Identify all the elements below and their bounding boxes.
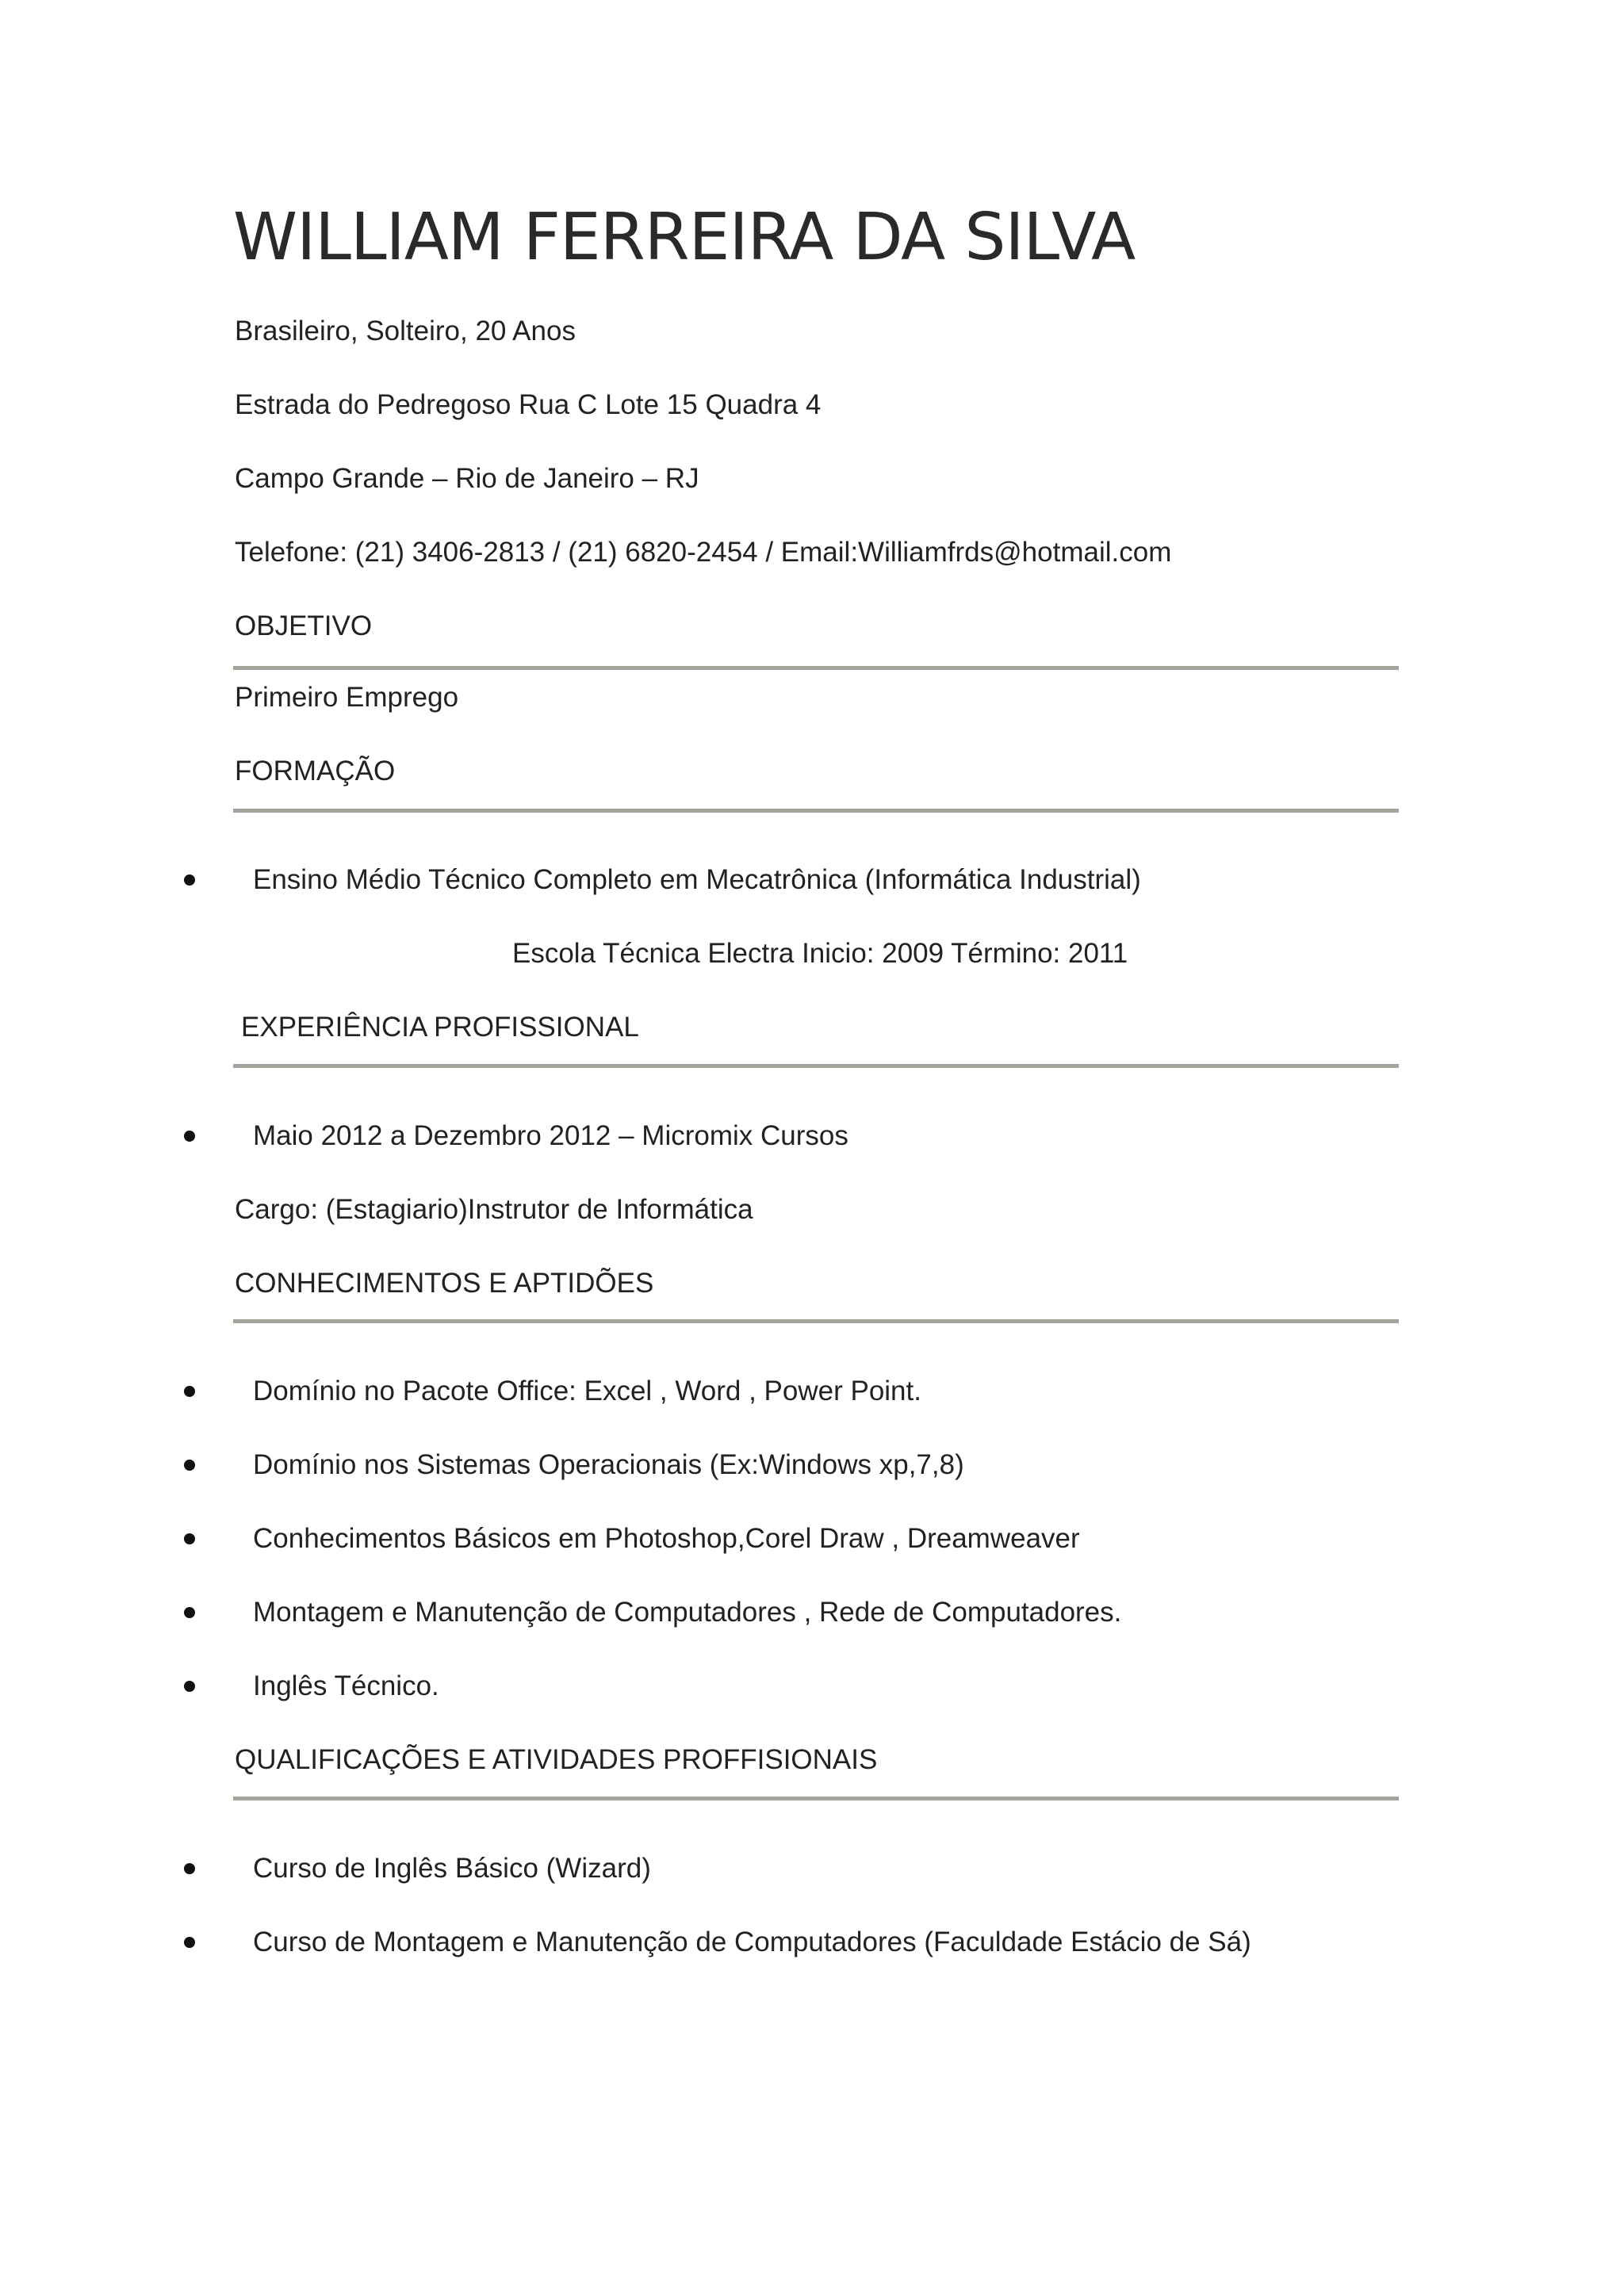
- section-divider: [233, 1797, 1399, 1800]
- resume-name: WILLIAM FERREIRA DA SILVA: [233, 200, 1136, 275]
- objetivo-text: Primeiro Emprego: [235, 682, 459, 713]
- section-heading-qualificacoes: QUALIFICAÇÕES E ATIVIDADES PROFFISIONAIS: [235, 1744, 878, 1775]
- bullet-icon: [184, 874, 195, 886]
- bullet-icon: [184, 1607, 195, 1618]
- section-divider: [233, 666, 1399, 670]
- bullet-icon: [184, 1131, 195, 1142]
- bullet-icon: [184, 1937, 195, 1948]
- bullet-icon: [184, 1681, 195, 1692]
- list-item: Curso de Montagem e Manutenção de Computadores (Faculdade Estácio de Sá): [253, 1927, 1251, 1957]
- personal-info: Brasileiro, Solteiro, 20 Anos: [235, 316, 576, 346]
- list-item: Conhecimentos Básicos em Photoshop,Corel Draw , Dreamweaver: [253, 1523, 1080, 1554]
- contact-line: Telefone: (21) 3406-2813 / (21) 6820-2454 / Email:Williamfrds@hotmail.com: [235, 537, 1172, 568]
- list-item: Curso de Inglês Básico (Wizard): [253, 1853, 651, 1884]
- section-heading-experiencia: EXPERIÊNCIA PROFISSIONAL: [241, 1012, 639, 1043]
- section-divider: [233, 809, 1399, 813]
- list-item: Domínio no Pacote Office: Excel , Word , Power Point.: [253, 1376, 921, 1406]
- bullet-icon: [184, 1533, 195, 1544]
- bullet-icon: [184, 1386, 195, 1397]
- list-item: Ensino Médio Técnico Completo em Mecatrônica (Informática Industrial): [253, 864, 1141, 895]
- section-heading-objetivo: OBJETIVO: [235, 610, 373, 641]
- section-heading-formacao: FORMAÇÃO: [235, 756, 396, 786]
- address-line-1: Estrada do Pedregoso Rua C Lote 15 Quadra 4: [235, 389, 822, 420]
- section-heading-conhecimentos: CONHECIMENTOS E APTIDÕES: [235, 1268, 654, 1299]
- list-item: Domínio nos Sistemas Operacionais (Ex:Windows xp,7,8): [253, 1449, 964, 1480]
- address-line-2: Campo Grande – Rio de Janeiro – RJ: [235, 463, 699, 494]
- bullet-icon: [184, 1863, 195, 1874]
- list-item: Inglês Técnico.: [253, 1670, 439, 1701]
- section-divider: [233, 1319, 1399, 1323]
- cargo-line: Cargo: (Estagiario)Instrutor de Informática: [235, 1194, 753, 1225]
- school-line: Escola Técnica Electra Inicio: 2009 Término: 2011: [512, 938, 1128, 969]
- section-divider: [233, 1064, 1399, 1068]
- bullet-icon: [184, 1460, 195, 1471]
- list-item: Maio 2012 a Dezembro 2012 – Micromix Cursos: [253, 1120, 848, 1151]
- list-item: Montagem e Manutenção de Computadores , Rede de Computadores.: [253, 1597, 1122, 1628]
